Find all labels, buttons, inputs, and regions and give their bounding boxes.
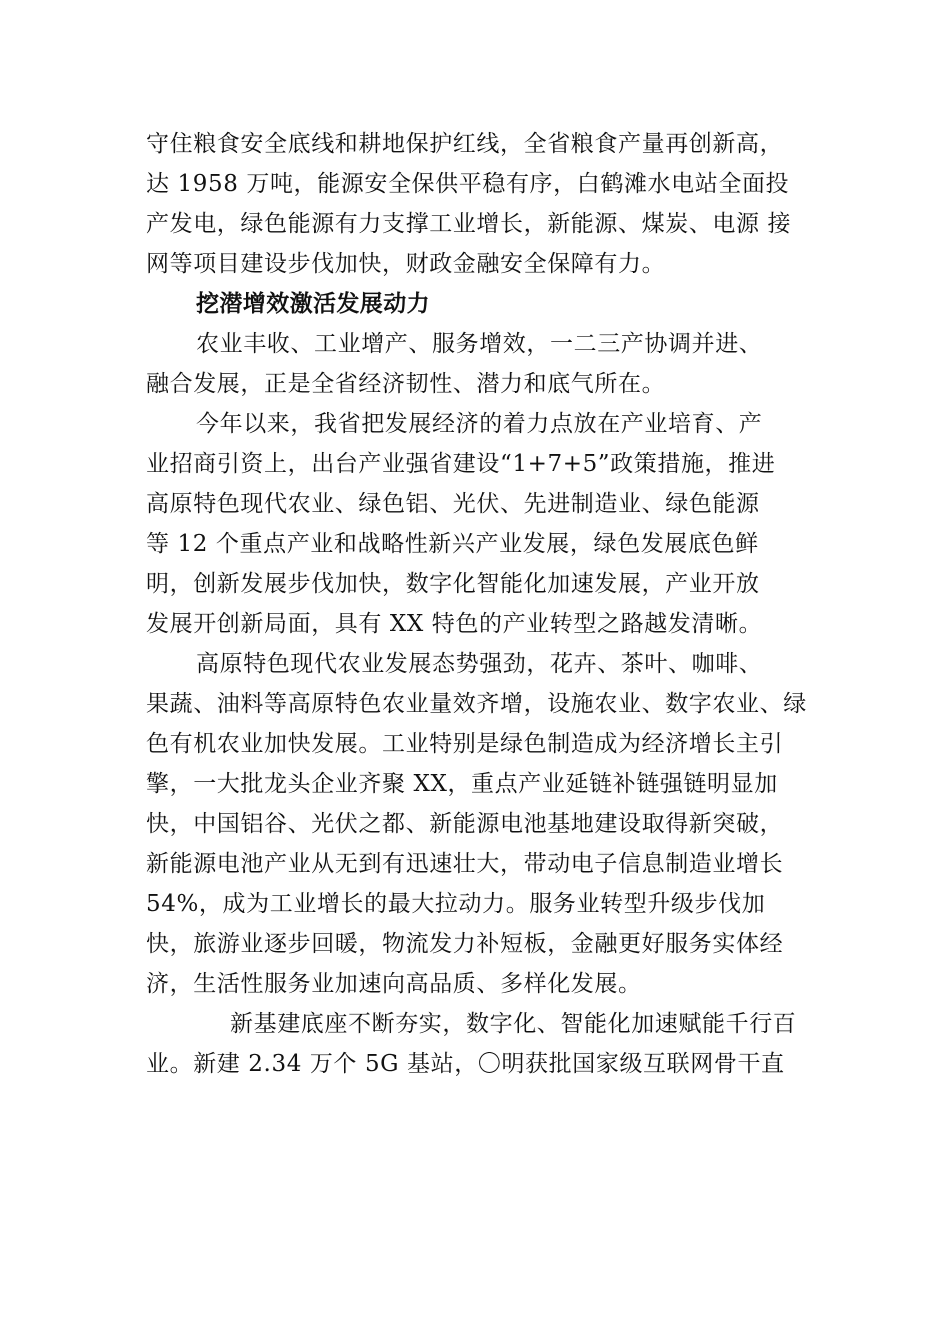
text-line: 业。新建 2.34 万个 5G 基站，〇明获批国家级互联网骨干直 (146, 1051, 785, 1077)
paragraph-industry-policy (146, 404, 836, 644)
text-line: 快，中国铝谷、光伏之都、新能源电池基地建设取得新突破， (146, 811, 784, 837)
text-line: 网等项目建设步伐加快，财政金融安全保障有力。 (146, 251, 666, 277)
text-line: 农业丰收、工业增产、服务增效，一二三产协调并进、 (196, 331, 763, 357)
text-line: 明，创新发展步伐加快，数字化智能化加速发展，产业开放 (146, 571, 760, 597)
text-line: 守住粮食安全底线和耕地保护红线，全省粮食产量再创新高， (146, 131, 784, 157)
paragraph-new-infrastructure (146, 1004, 836, 1084)
text-line: 济，生活性服务业加速向高品质、多样化发展。 (146, 971, 642, 997)
paragraph-industry-coordination (146, 324, 836, 404)
paragraph-agriculture-manufacturing-services (146, 644, 836, 1004)
text-line: 擎，一大批龙头企业齐聚 XX，重点产业延链补链强链明显加 (146, 771, 778, 797)
text-line: 高原特色现代农业、绿色铝、光伏、先进制造业、绿色能源 (146, 491, 760, 517)
paragraph-grain-energy-security (146, 124, 836, 284)
text-line: 等 12 个重点产业和战略性新兴产业发展，绿色发展底色鲜 (146, 531, 759, 557)
text-line: 达 1958 万吨，能源安全保供平稳有序，白鹤滩水电站全面投 (146, 171, 790, 197)
text-line: 色有机农业加快发展。工业特别是绿色制造成为经济增长主引 (146, 731, 784, 757)
text-line: 产发电，绿色能源有力支撑工业增长，新能源、煤炭、电源 接 (146, 211, 792, 237)
text-line: 新能源电池产业从无到有迅速壮大，带动电子信息制造业增长 (146, 851, 784, 877)
text-line: 新基建底座不断夯实，数字化、智能化加速赋能千行百 (230, 1011, 797, 1037)
text-line: 业招商引资上，出台产业强省建设“1+7+5”政策措施，推进 (146, 451, 776, 477)
text-line: 果蔬、油料等高原特色农业量效齐增，设施农业、数字农业、绿 (146, 691, 807, 717)
text-line: 高原特色现代农业发展态势强劲，花卉、茶叶、咖啡、 (196, 651, 763, 677)
text-line: 融合发展，正是全省经济韧性、潜力和底气所在。 (146, 371, 666, 397)
text-line: 快，旅游业逐步回暖，物流发力补短板，金融更好服务实体经 (146, 931, 784, 957)
section-heading: 挖潜增效激活发展动力 (196, 291, 430, 317)
text-line: 今年以来，我省把发展经济的着力点放在产业培育、产 (196, 411, 763, 437)
document-body (146, 124, 836, 1084)
text-line: 54%，成为工业增长的最大拉动力。服务业转型升级步伐加 (146, 891, 766, 917)
text-line: 发展开创新局面，具有 XX 特色的产业转型之路越发清晰。 (146, 611, 763, 637)
